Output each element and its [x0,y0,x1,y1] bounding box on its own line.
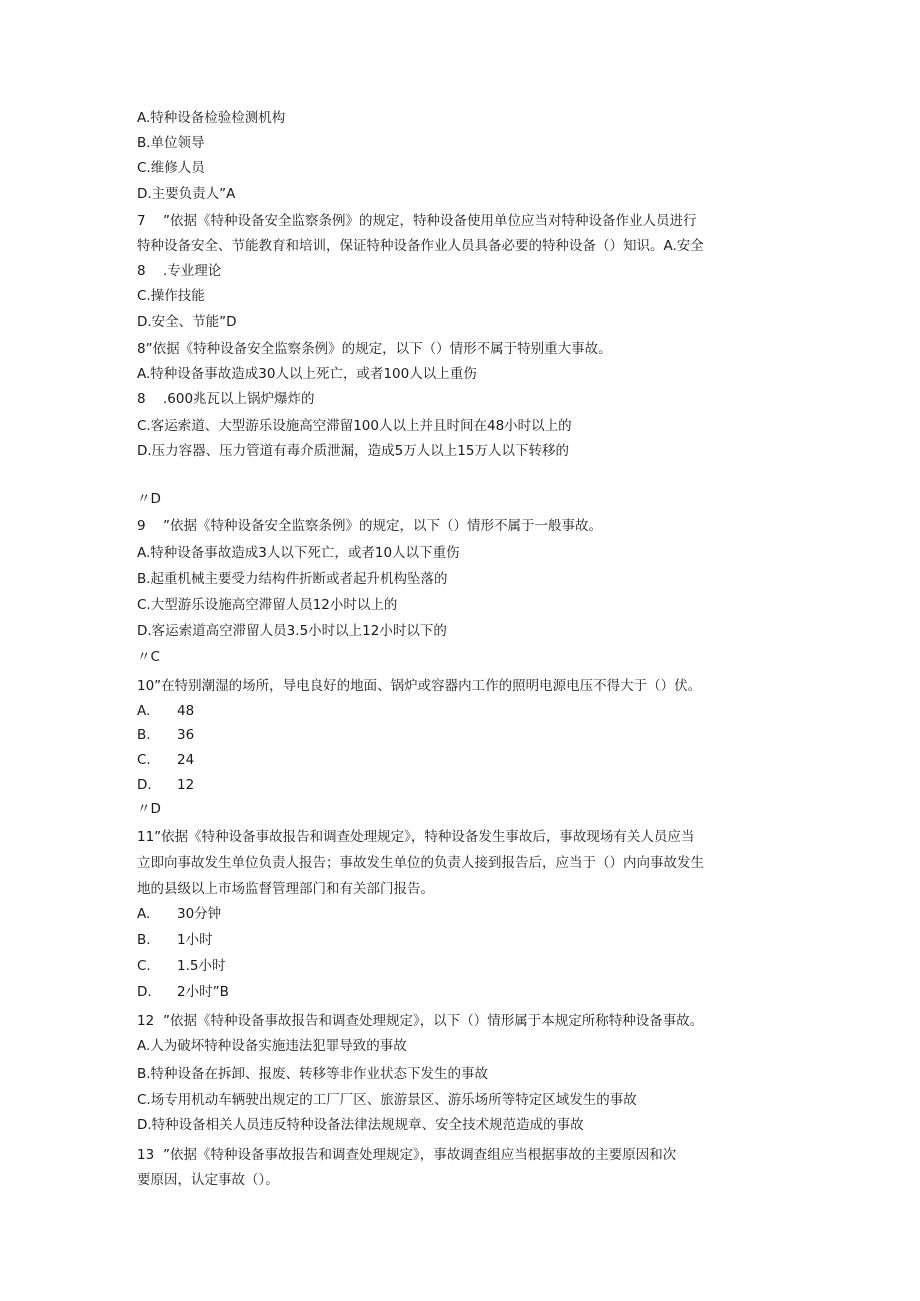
option-text: 30分钟 [177,906,222,922]
option-line: D.主要负责人”A [137,186,236,202]
option-line: B.特种设备在拆卸、报废、转移等非作业状态下发生的事故 [137,1066,489,1082]
question-text: ”依据《特种设备事故报告和调查处理规定》，事故调查组应当根据事故的主要原因和次 [163,1147,677,1163]
question-line: 要原因，认定事故（）。 [137,1172,279,1188]
question-line [137,1145,676,1165]
option-line: A.人为破坏特种设备实施违法犯罪导致的事故 [137,1038,407,1054]
option-letter: C. [137,958,151,974]
option-line: D.客运索道高空滞留人员3.5小时以上12小时以下的 [137,623,447,639]
option-line: C.场专用机动车辆驶出规定的工厂厂区、旅游景区、游乐场所等特定区域发生的事故 [137,1092,637,1108]
option-line [137,261,221,281]
option-line [137,701,194,721]
option-letter: C. [137,752,151,768]
option-line [137,930,213,950]
question-line: 11”依据《特种设备事故报告和调查处理规定》，特种设备发生事故后，事故现场有关人员应当 [137,829,695,845]
option-text: .600兆瓦以上锅炉爆炸的 [163,391,315,407]
question-text: ”依据《特种设备安全监察条例》的规定，以下（）情形不属于一般事故。 [163,518,602,534]
option-number: 8 [137,263,146,279]
question-line: 立即向事故发生单位负责人报告；事故发生单位的负责人接到报告后，应当于（）内向事故发生 [137,855,704,871]
question-number: 9 [137,518,146,534]
option-line [137,982,229,1002]
answer-line: 〃D [137,801,161,817]
question-line [137,516,602,536]
option-line: A.特种设备事故造成30人以上死亡，或者100人以上重伤 [137,366,477,382]
option-line [137,904,221,924]
option-number: 8 [137,391,146,407]
option-text: 12 [177,777,195,793]
question-line: 特种设备安全、节能教育和培训，保证特种设备作业人员具备必要的特种设备（）知识。A.安全 [137,238,704,254]
option-line [137,956,225,976]
option-letter: A. [137,703,151,719]
option-text: .专业理论 [163,263,222,279]
option-line: D.安全、节能”D [137,314,237,330]
option-text: 48 [177,703,195,719]
option-line: C.客运索道、大型游乐设施高空滞留100人以上并且时间在48小时以上的 [137,418,572,434]
option-line: A.特种设备事故造成3人以下死亡，或者10人以下重伤 [137,545,460,561]
option-line: C.大型游乐设施高空滞留人员12小时以上的 [137,597,398,613]
question-line [137,1011,703,1031]
question-number: 13 [137,1147,155,1163]
option-line: C.维修人员 [137,160,205,176]
option-text: 2小时”B [177,984,229,1000]
answer-line: 〃D [137,491,161,507]
option-letter: A. [137,906,151,922]
question-line: 10”在特别潮湿的场所，导电良好的地面、锅炉或容器内工作的照明电源电压不得大于（）伏。 [137,678,702,694]
question-text: ”依据《特种设备事故报告和调查处理规定》，以下（）情形属于本规定所称特种设备事故。 [163,1013,704,1029]
option-text: 36 [177,727,195,743]
option-line: D.压力容器、压力管道有毒介质泄漏，造成5万人以上15万人以下转移的 [137,443,569,459]
answer-line: 〃C [137,649,160,665]
option-letter: D. [137,984,152,1000]
question-text: ”依据《特种设备安全监察条例》的规定，特种设备使用单位应当对特种设备作业人员进行 [163,213,697,229]
question-number: 7 [137,213,146,229]
question-line [137,211,697,231]
option-line: D.特种设备相关人员违反特种设备法律法规规章、安全技术规范造成的事故 [137,1117,584,1133]
question-line: 8”依据《特种设备安全监察条例》的规定，以下（）情形不属于特别重大事故。 [137,341,612,357]
option-line: B.单位领导 [137,135,205,151]
option-letter: B. [137,932,151,948]
option-line: C.操作技能 [137,288,205,304]
option-text: 1.5小时 [177,958,226,974]
option-letter: D. [137,777,152,793]
option-text: 24 [177,752,195,768]
option-letter: B. [137,727,151,743]
option-line [137,725,194,745]
option-line: A.特种设备检验检测机构 [137,110,286,126]
option-text: 1小时 [177,932,213,948]
option-line: B.起重机械主要受力结构件折断或者起升机构坠落的 [137,571,448,587]
option-line [137,389,315,409]
option-line [137,750,194,770]
option-line [137,775,194,795]
question-line: 地的县级以上市场监督管理部门和有关部门报告。 [137,881,434,897]
question-number: 12 [137,1013,155,1029]
